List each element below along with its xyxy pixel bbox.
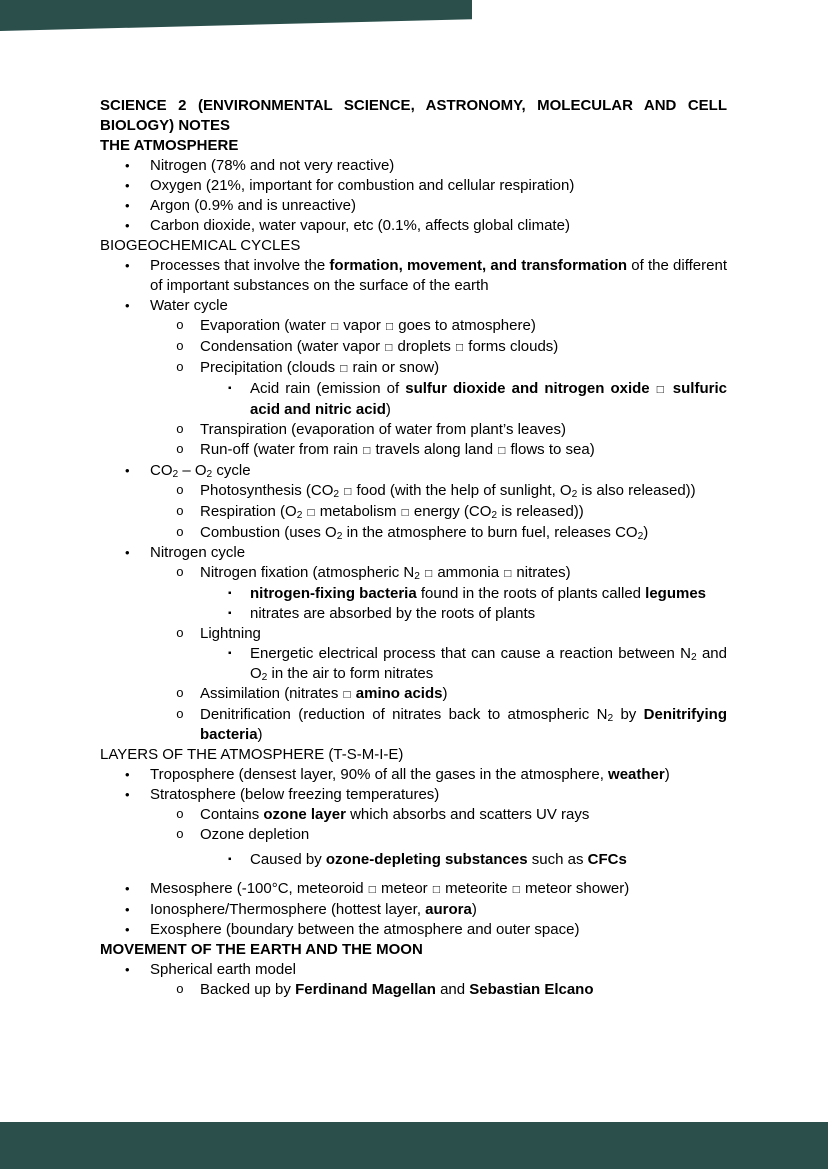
list-item-text: Photosynthesis ($CO_2$ □ food (with the help of sunlight, $O_2$ is also released))	[200, 482, 696, 501]
list-item-text: Contains ozone layer which absorbs and scatters UV rays	[200, 806, 590, 823]
bullet-marker: o	[176, 318, 184, 333]
missing-glyph-box: □	[307, 505, 315, 519]
list-item-text: Energetic electrical process that can cause a reaction between $N_2$ and $O_2$ in the air to form nitrates	[250, 645, 727, 684]
bullet-marker: o	[176, 686, 184, 701]
list-item-text: Nitrogen fixation (atmospheric $N_2$ □ ammonia □ nitrates)	[200, 564, 571, 583]
section-heading: LAYERS OF THE ATMOSPHERE (T-S-M-I-E)	[100, 746, 404, 763]
bullet-marker: o	[176, 422, 184, 437]
list-item-level-3	[100, 379, 727, 420]
bullet-marker: •	[125, 881, 130, 896]
list-item-text: Mesosphere (-100°C, meteoroid □ meteor □ meteorite □ meteor shower)	[150, 880, 630, 897]
missing-glyph-box: □	[385, 340, 393, 354]
missing-glyph-box: □	[340, 361, 348, 375]
bullet-marker: •	[125, 922, 130, 937]
list-item-text: Troposphere (densest layer, 90% of all the gases in the atmosphere, weather)	[150, 766, 670, 783]
list-item-text: Water cycle	[150, 297, 228, 314]
list-item-text: Condensation (water vapor □ droplets □ forms clouds)	[200, 338, 559, 355]
missing-glyph-box: □	[401, 505, 409, 519]
list-item-text: Caused by ozone-depleting substances such as CFCs	[250, 851, 627, 868]
list-item-text: Run-off (water from rain □ travels along land □ flows to sea)	[200, 441, 595, 458]
list-item-level-3	[100, 644, 727, 684]
bullet-marker: •	[125, 218, 130, 233]
missing-glyph-box: □	[363, 443, 371, 457]
list-item-level-1	[100, 216, 727, 236]
bullet-marker: •	[125, 298, 130, 313]
list-item-text: Backed up by Ferdinand Magellan and Sebastian Elcano	[200, 981, 594, 998]
list-item-level-1	[100, 296, 727, 316]
list-item-level-2	[100, 440, 727, 461]
list-item-level-1	[100, 765, 727, 785]
bullet-marker: o	[176, 339, 184, 354]
list-item-level-2	[100, 337, 727, 358]
list-item-text: Transpiration (evaporation of water from plant’s leaves)	[200, 421, 567, 438]
list-item-level-1	[100, 256, 727, 296]
missing-glyph-box: □	[456, 340, 464, 354]
bullet-marker: o	[176, 442, 184, 457]
list-item-text: Assimilation (nitrates □ amino acids)	[200, 685, 448, 702]
list-item-level-1	[100, 879, 727, 900]
bullet-marker: o	[176, 483, 184, 498]
list-item-text: Oxygen (21%, important for combustion and cellular respiration)	[150, 177, 575, 194]
list-item-text: Ionosphere/Thermosphere (hottest layer, aurora)	[150, 901, 477, 918]
bullet-marker: •	[125, 962, 130, 977]
bullet-marker: •	[125, 767, 130, 782]
bullet-marker: o	[176, 360, 184, 375]
bullet-marker: o	[176, 707, 184, 722]
list-item-text: Ozone depletion	[200, 826, 310, 843]
bullet-marker: ▪	[228, 588, 232, 599]
list-item-text: $CO_2 - O_2$ cycle	[150, 462, 251, 481]
bullet-marker: •	[125, 787, 130, 802]
missing-glyph-box: □	[498, 443, 506, 457]
list-item-level-2	[100, 563, 727, 584]
list-item-text: Spherical earth model	[150, 961, 296, 978]
section-heading: THE ATMOSPHERE	[100, 137, 239, 154]
section-heading: BIOGEOCHEMICAL CYCLES	[100, 237, 301, 254]
list-item-level-2	[100, 481, 727, 502]
list-item-text: Argon (0.9% and is unreactive)	[150, 197, 356, 214]
list-item-text: nitrogen-fixing bacteria found in the roots of plants called legumes	[250, 585, 707, 602]
list-item-text: Denitrification (reduction of nitrates back to atmospheric $N_2$ by Denitrifying bacteria)	[200, 706, 727, 743]
document-title: SCIENCE 2 (ENVIRONMENTAL SCIENCE, ASTRONOMY, MOLECULAR AND CELL BIOLOGY) NOTES	[100, 97, 727, 134]
missing-glyph-box: □	[368, 882, 376, 896]
bullet-marker: ▪	[228, 854, 232, 865]
bullet-marker: o	[176, 626, 184, 641]
list-item-text: Precipitation (clouds □ rain or snow)	[200, 359, 440, 376]
list-item-text: Carbon dioxide, water vapour, etc (0.1%, affects global climate)	[150, 217, 570, 234]
list-item-text: Stratosphere (below freezing temperatures)	[150, 786, 440, 803]
bullet-marker: •	[125, 902, 130, 917]
bullet-marker: •	[125, 178, 130, 193]
list-item-level-1	[100, 960, 727, 980]
list-item-level-1	[100, 920, 727, 940]
list-item-level-2	[100, 523, 727, 543]
bullet-marker: •	[125, 198, 130, 213]
list-item-level-2	[100, 705, 727, 745]
list-item-level-1	[100, 196, 727, 216]
missing-glyph-box: □	[386, 319, 394, 333]
list-item-level-1	[100, 543, 727, 563]
list-item-level-2	[100, 358, 727, 379]
missing-glyph-box: □	[331, 319, 339, 333]
bullet-marker: •	[125, 158, 130, 173]
bullet-marker: o	[176, 525, 184, 540]
list-item-level-2	[100, 684, 727, 705]
list-item-level-2	[100, 825, 727, 845]
background-bottom-band	[0, 1122, 828, 1169]
list-item-level-2	[100, 980, 727, 1000]
list-item-level-2	[100, 420, 727, 440]
list-item-text: Nitrogen (78% and not very reactive)	[150, 157, 395, 174]
list-item-level-2	[100, 624, 727, 644]
missing-glyph-box: □	[344, 484, 352, 498]
missing-glyph-box: □	[504, 566, 512, 580]
bullet-marker: •	[125, 545, 130, 560]
list-item-level-2	[100, 502, 727, 523]
bullet-marker: o	[176, 565, 184, 580]
bullet-marker: ▪	[228, 608, 232, 619]
missing-glyph-box: □	[432, 882, 440, 896]
bullet-marker: o	[176, 807, 184, 822]
list-item-text: Evaporation (water □ vapor □ goes to atmosphere)	[200, 317, 536, 334]
list-item-level-1	[100, 461, 727, 481]
bullet-marker: •	[125, 463, 130, 478]
list-item-text: Combustion (uses $O_2$ in the atmosphere to burn fuel, releases $CO_2$)	[200, 524, 649, 543]
section-heading: MOVEMENT OF THE EARTH AND THE MOON	[100, 941, 423, 958]
bullet-marker: ▪	[228, 648, 232, 659]
list-item-level-1	[100, 156, 727, 176]
missing-glyph-box: □	[425, 566, 433, 580]
list-item-text: Processes that involve the formation, movement, and transformation of the different of important substances on the surface of the earth	[150, 257, 727, 294]
missing-glyph-box: □	[343, 687, 351, 701]
list-item-level-2	[100, 316, 727, 337]
list-item-text: Respiration ($O_2$ □ metabolism □ energy ($CO_2$ is released))	[200, 503, 584, 522]
list-item-level-1	[100, 176, 727, 196]
document-content	[100, 96, 727, 1000]
list-item-text: Nitrogen cycle	[150, 544, 246, 561]
bullet-marker: o	[176, 982, 184, 997]
list-item-level-1	[100, 900, 727, 920]
bullet-marker: •	[125, 258, 130, 273]
list-item-level-3	[100, 850, 727, 870]
bullet-marker: o	[176, 827, 184, 842]
list-item-text: Lightning	[200, 625, 261, 642]
bullet-marker: ▪	[228, 383, 232, 394]
list-item-text: Exosphere (boundary between the atmosphere and outer space)	[150, 921, 580, 938]
missing-glyph-box: □	[512, 882, 520, 896]
list-item-level-2	[100, 805, 727, 825]
missing-glyph-box: □	[656, 382, 666, 396]
list-item-level-3	[100, 604, 727, 624]
list-item-text: Acid rain (emission of sulfur dioxide and nitrogen oxide □ sulfuric acid and nitric acid)	[250, 380, 727, 418]
bullet-marker: o	[176, 504, 184, 519]
list-item-level-1	[100, 785, 727, 805]
list-item-text: nitrates are absorbed by the roots of plants	[250, 605, 536, 622]
list-item-level-3	[100, 584, 727, 604]
